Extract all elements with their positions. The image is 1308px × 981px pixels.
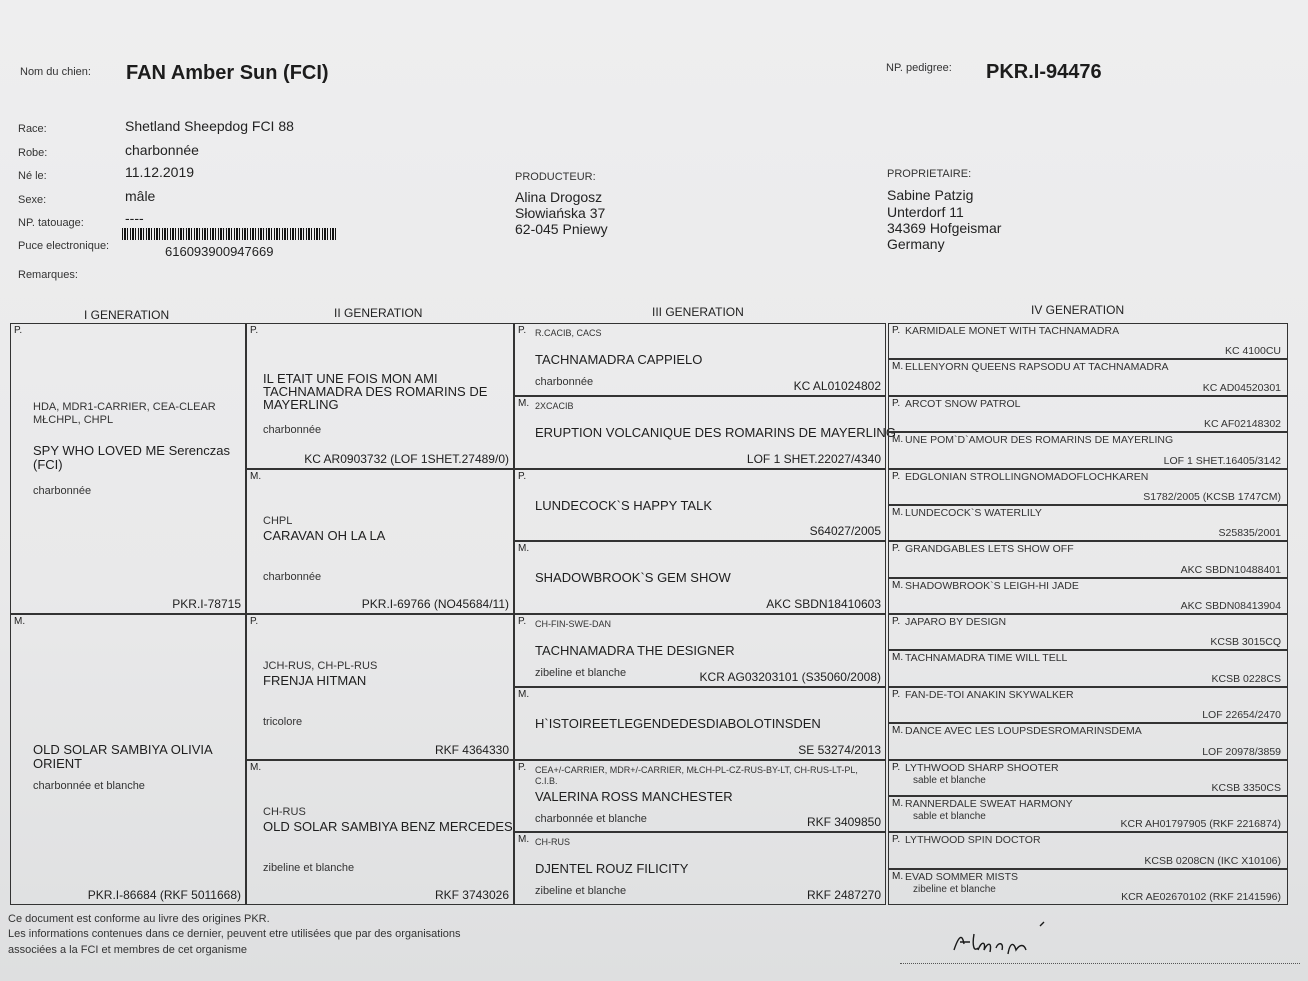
registration-number: S1782/2005 (KCSB 1747CM)	[1143, 490, 1281, 503]
dog-name: ERUPTION VOLCANIQUE DES ROMARINS DE MAYERLING	[535, 424, 896, 440]
parent-marker: P.	[892, 543, 901, 555]
dog-name: VALERINA ROSS MANCHESTER	[535, 788, 733, 804]
parent-marker: M.	[892, 725, 904, 737]
producer-label: PRODUCTEUR:	[515, 171, 596, 183]
race-label: Race:	[18, 123, 47, 135]
gen4-cell-2	[888, 396, 1288, 432]
parent-marker: P.	[518, 761, 527, 773]
parent-marker: P.	[518, 325, 527, 336]
dog-name: CARAVAN OH LA LA	[263, 527, 386, 543]
dog-name: TACHNAMADRA THE DESIGNER	[535, 643, 735, 658]
generation-2-header: II GENERATION	[334, 306, 423, 320]
dog-name: GRANDGABLES LETS SHOW OFF	[905, 543, 1074, 556]
dog-color: sable et blanche	[913, 774, 986, 786]
registration-number: S64027/2005	[809, 524, 881, 539]
gen2-cell-1	[246, 469, 514, 615]
gen1-cell-1	[10, 614, 246, 905]
dog-color: zibeline et blanche	[913, 883, 996, 895]
remarks-label: Remarques:	[18, 269, 78, 281]
registration-number: KC 4100CU	[1224, 345, 1281, 358]
dog-color: charbonnée	[263, 570, 322, 583]
dog-name-label: Nom du chien:	[20, 66, 91, 78]
tattoo-value: ----	[125, 210, 144, 226]
gen3-cell-4	[514, 614, 886, 687]
robe-label: Robe:	[18, 147, 48, 159]
dog-color: tricolore	[263, 716, 303, 728]
dog-color: zibeline et blanche	[263, 861, 355, 874]
signature-icon	[950, 920, 1050, 960]
signature-line	[900, 963, 1300, 964]
pedigree-label: NP. pedigree:	[886, 62, 952, 74]
owner-line4: Germany	[887, 236, 945, 252]
gen3-cell-5	[514, 687, 886, 760]
gen4-cell-1	[888, 359, 1288, 395]
dog-color: charbonnée	[535, 376, 594, 388]
gen4-cell-0	[888, 323, 1288, 359]
gen4-cell-13	[888, 796, 1288, 832]
registration-number: KCSB 3350CS	[1211, 781, 1281, 794]
dog-name: RANNERDALE SWEAT HARMONY	[905, 797, 1073, 810]
owner-line1: Sabine Patzig	[887, 187, 974, 203]
gen4-cell-10	[888, 687, 1288, 723]
parent-marker: M.	[518, 834, 530, 846]
registration-number: KCR AE02670102 (RKF 2141596)	[1121, 891, 1281, 903]
dog-name: JAPARO BY DESIGN	[905, 616, 1007, 628]
registration-number: KCR AH01797905 (RKF 2216874)	[1120, 818, 1281, 831]
registration-number: RKF 4364330	[434, 742, 509, 757]
dog-name: LUNDECOCK`S HAPPY TALK	[535, 497, 712, 513]
parent-marker: M.	[892, 870, 904, 882]
parent-marker: P.	[892, 397, 901, 409]
dog-titles: JCH-RUS, CH-PL-RUS	[263, 660, 378, 672]
dog-color: charbonnée et blanche	[33, 780, 145, 792]
registration-number: LOF 20978/3859	[1202, 745, 1281, 758]
dog-name: DJENTEL ROUZ FILICITY	[535, 861, 689, 877]
gen3-cell-0	[514, 323, 886, 396]
parent-marker: P.	[892, 761, 901, 773]
gen2-cell-3	[246, 760, 514, 906]
dog-name: LYTHWOOD SPIN DOCTOR	[905, 834, 1041, 847]
gen4-cell-3	[888, 432, 1288, 468]
parent-marker: M.	[892, 797, 904, 809]
gen3-cell-6	[514, 760, 886, 833]
dog-titles: HDA, MDR1-CARRIER, CEA-CLEAR MŁCHPL, CHPL	[33, 401, 216, 426]
parent-marker: P.	[892, 616, 901, 627]
dog-name: FRENJA HITMAN	[263, 673, 367, 688]
dog-titles: CHPL	[263, 514, 293, 527]
registration-number: KCR AG03203101 (S35060/2008)	[699, 669, 881, 684]
gen1-cell-0	[10, 323, 246, 614]
dog-name: FAN Amber Sun (FCI)	[126, 62, 329, 84]
tattoo-label: NP. tatouage:	[18, 217, 84, 229]
dog-name: OLD SOLAR SAMBIYA OLIVIA ORIENT	[33, 742, 213, 771]
sex-value: mâle	[125, 188, 156, 204]
gen4-cell-8	[888, 614, 1288, 650]
dog-titles: CH-FIN-SWE-DAN	[535, 619, 611, 629]
gen3-cell-2	[514, 469, 886, 542]
registration-number: AKC SBDN10488401	[1180, 563, 1281, 576]
registration-number: AKC SBDN08413904	[1180, 600, 1281, 612]
gen3-cell-7	[514, 832, 886, 905]
dog-color: sable et blanche	[913, 810, 986, 822]
registration-number: SE 53274/2013	[798, 742, 881, 757]
parent-marker: P.	[518, 616, 527, 627]
registration-number: RKF 2487270	[806, 888, 881, 902]
dog-name: OLD SOLAR SAMBIYA BENZ MERCEDES	[263, 818, 513, 834]
pedigree-number: PKR.I-94476	[986, 61, 1102, 83]
dog-name: UNE POM`D`AMOUR DES ROMARINS DE MAYERLING	[905, 434, 1174, 447]
dog-name: KARMIDALE MONET WITH TACHNAMADRA	[905, 325, 1120, 337]
dog-name: TACHNAMADRA CAPPIELO	[535, 352, 703, 367]
registration-number: LOF 1 SHET.22027/4340	[746, 451, 881, 466]
gen4-cell-6	[888, 541, 1288, 577]
dog-name: SHADOWBROOK`S GEM SHOW	[535, 570, 731, 586]
barcode-icon	[122, 228, 338, 240]
parent-marker: P.	[250, 616, 259, 627]
parent-marker: P.	[892, 688, 901, 700]
registration-number: AKC SBDN18410603	[766, 597, 881, 611]
dog-color: charbonnée	[263, 424, 322, 436]
registration-number: KC AR0903732 (LOF 1SHET.27489/0)	[304, 451, 509, 466]
dog-name: ELLENYORN QUEENS RAPSODU AT TACHNAMADRA	[905, 361, 1169, 374]
registration-number: KCSB 0228CS	[1211, 672, 1281, 685]
gen4-cell-4	[888, 469, 1288, 505]
dog-name: LUNDECOCK`S WATERLILY	[905, 506, 1042, 519]
generation-1-header: I GENERATION	[84, 308, 170, 322]
generation-3-header: III GENERATION	[652, 305, 744, 319]
owner-label: PROPRIETAIRE:	[887, 168, 972, 180]
dog-name: SPY WHO LOVED ME Serenczas (FCI)	[33, 443, 230, 472]
dog-color: zibeline et blanche	[535, 885, 627, 898]
dog-color: charbonnée et blanche	[535, 812, 647, 825]
parent-marker: M.	[892, 579, 904, 591]
dog-name: SHADOWBROOK`S LEIGH-HI JADE	[905, 579, 1079, 592]
owner-line3: 34369 Hofgeismar	[887, 220, 1002, 236]
gen3-cell-1	[514, 396, 896, 469]
parent-marker: P.	[250, 325, 259, 336]
footer-line1: Ce document est conforme au livre des origines PKR.	[8, 913, 270, 925]
parent-marker: P.	[892, 470, 901, 482]
gen4-cell-12	[888, 760, 1288, 796]
dog-titles: CH-RUS	[535, 837, 570, 848]
footer-line2: Les informations contenues dans ce dernier, peuvent etre utilisées que par des organisations	[8, 928, 461, 940]
footer-line3: associées a la FCI et membres de cet organisme	[8, 944, 248, 956]
registration-number: KC AL01024802	[793, 378, 881, 393]
dog-name: FAN-DE-TOI ANAKIN SKYWALKER	[905, 688, 1074, 701]
registration-number: S25835/2001	[1218, 527, 1281, 540]
parent-marker: P.	[518, 470, 527, 482]
born-label: Né le:	[18, 170, 47, 182]
parent-marker: M.	[250, 470, 262, 482]
parent-marker: M.	[892, 652, 904, 664]
robe-value: charbonnée	[125, 142, 199, 158]
dog-titles: CEA+/-CARRIER, MDR+/-CARRIER, MŁCH-PL-CZ-RUS-BY-LT, CH-RUS-LT-PL, C.I.B.	[535, 764, 858, 786]
chip-label: Puce electronique:	[18, 240, 110, 252]
registration-number: KC AF02148302	[1203, 418, 1281, 431]
gen4-cell-7	[888, 578, 1288, 614]
registration-number: KC AD04520301	[1202, 381, 1281, 394]
producer-line3: 62-045 Pniewy	[515, 221, 608, 237]
parent-marker: P.	[14, 325, 23, 336]
dog-name: IL ETAIT UNE FOIS MON AMI TACHNAMADRA DES ROMARINS DE MAYERLING	[263, 371, 488, 412]
gen2-cell-0	[246, 323, 514, 469]
parent-marker: P.	[892, 834, 901, 846]
producer-line1: Alina Drogosz	[515, 189, 603, 205]
registration-number: KCSB 3015CQ	[1210, 636, 1281, 649]
gen4-cell-11	[888, 723, 1288, 759]
gen4-cell-5	[888, 505, 1288, 541]
dog-name: EDGLONIAN STROLLINGNOMADOFLOCHKAREN	[905, 470, 1149, 483]
parent-marker: M.	[892, 361, 904, 373]
producer-line2: Słowiańska 37	[515, 205, 606, 221]
parent-marker: M.	[14, 616, 26, 627]
parent-marker: M.	[892, 434, 904, 446]
registration-number: LOF 1 SHET.16405/3142	[1163, 454, 1281, 467]
gen3-cell-3	[514, 541, 886, 614]
dog-color: charbonnée	[33, 485, 92, 497]
parent-marker: M.	[892, 506, 904, 518]
parent-marker: M.	[518, 543, 530, 555]
parent-marker: M.	[250, 761, 262, 773]
sex-label: Sexe:	[18, 194, 47, 206]
chip-value: 616093900947669	[165, 244, 274, 259]
registration-number: PKR.I-78715	[172, 597, 241, 611]
registration-number: RKF 3743026	[434, 888, 509, 902]
parent-marker: M.	[518, 688, 530, 700]
dog-name: ARCOT SNOW PATROL	[905, 397, 1021, 410]
registration-number: KCSB 0208CN (IKC X10106)	[1144, 854, 1281, 867]
registration-number: RKF 3409850	[806, 815, 881, 830]
dog-name: H`ISTOIREETLEGENDEDESDIABOLOTINSDEN	[535, 715, 821, 731]
generation-4-header: IV GENERATION	[1031, 303, 1125, 317]
registration-number: PKR.I-69766 (NO45684/11)	[361, 597, 509, 611]
gen4-cell-15	[888, 869, 1288, 905]
gen2-cell-2	[246, 614, 514, 760]
parent-marker: M.	[518, 397, 530, 409]
dog-name: DANCE AVEC LES LOUPSDESROMARINSDEMA	[905, 725, 1142, 738]
dog-titles: R.CACIB, CACS	[535, 328, 602, 338]
dog-color: zibeline et blanche	[535, 667, 627, 679]
parent-marker: P.	[892, 325, 901, 336]
dog-titles: 2XCACIB	[535, 400, 574, 411]
dog-name: LYTHWOOD SHARP SHOOTER	[905, 761, 1059, 774]
dog-titles: CH-RUS	[263, 805, 306, 818]
owner-line2: Unterdorf 11	[887, 204, 964, 220]
dog-name: EVAD SOMMER MISTS	[905, 870, 1018, 883]
gen4-cell-9	[888, 650, 1288, 686]
gen4-cell-14	[888, 832, 1288, 868]
registration-number: LOF 22654/2470	[1202, 709, 1281, 722]
registration-number: PKR.I-86684 (RKF 5011668)	[87, 888, 241, 902]
race-value: Shetland Sheepdog FCI 88	[125, 118, 294, 134]
born-value: 11.12.2019	[125, 164, 195, 180]
dog-name: TACHNAMADRA TIME WILL TELL	[905, 652, 1068, 665]
